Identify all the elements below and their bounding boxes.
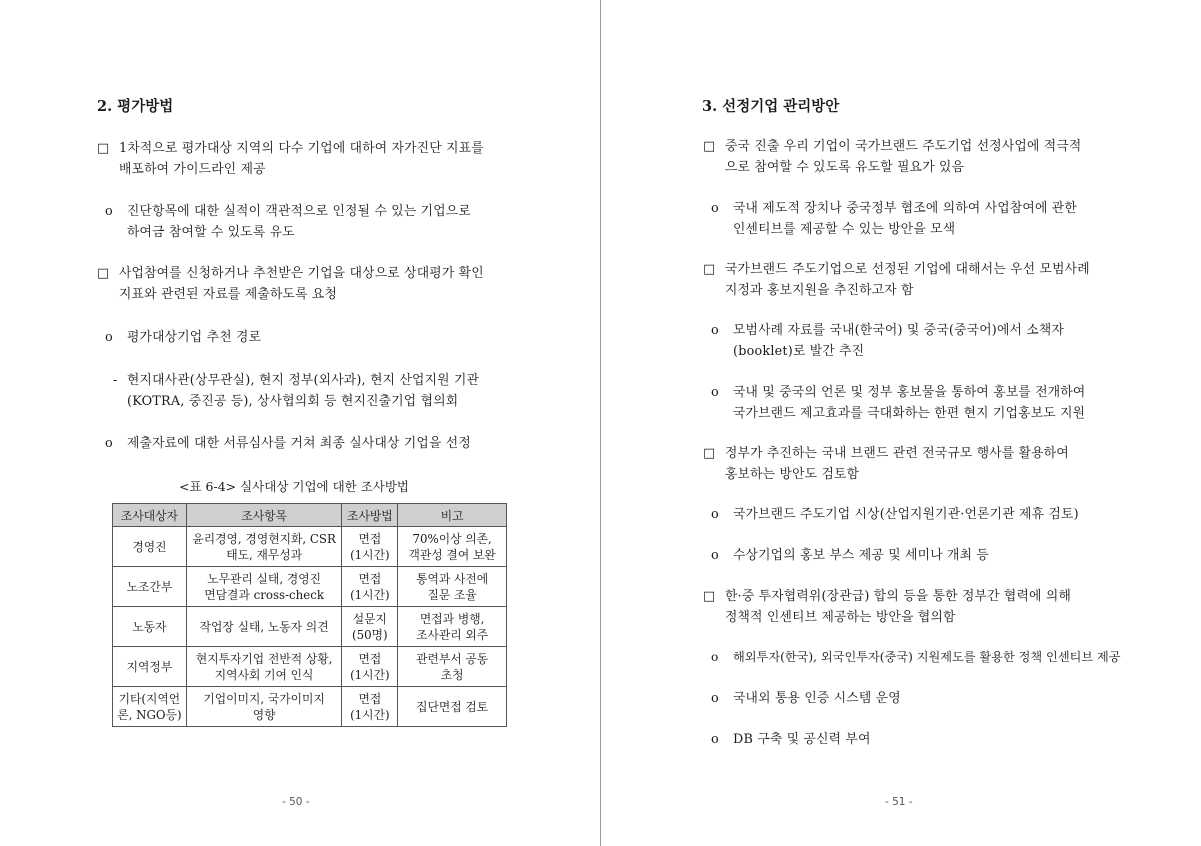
table-cell-target: 지역정부 — [113, 647, 187, 687]
box-bullet: □ — [97, 141, 110, 156]
table-header-cell: 조사항목 — [186, 504, 342, 527]
table-cell-method: 면접 (1시간) — [342, 687, 398, 727]
table-row — [113, 687, 507, 727]
table-cell-items: 기업이미지, 국가이미지 영향 — [186, 687, 342, 727]
left-page — [0, 0, 600, 846]
right-paragraph-11: ο 국내외 통용 인증 시스템 운영 — [711, 688, 901, 709]
box-bullet: □ — [703, 446, 716, 461]
circle-bullet: ο — [105, 204, 113, 219]
right-paragraph-4: ο 모범사례 자료를 국내(한국어) 및 중국(중국어)에서 소책자 (booklet)로 발간 추진 — [711, 320, 1064, 362]
table-header-cell: 비고 — [398, 504, 507, 527]
right-paragraph-12: ο DB 구축 및 공신력 부여 — [711, 729, 871, 750]
table-cell-method: 면접 (1시간) — [342, 567, 398, 607]
table-cell-method: 설문지 (50명) — [342, 607, 398, 647]
left-paragraph-1: □ 1차적으로 평가대상 지역의 다수 기업에 대하여 자가진단 지표를 배포하여 가이드라인 제공 — [97, 138, 484, 180]
table-cell-note: 통역과 사전에 질문 조율 — [398, 567, 507, 607]
dash-bullet: - — [113, 373, 118, 388]
table-row — [113, 647, 507, 687]
right-paragraph-5: ο 국내 및 중국의 언론 및 정부 홍보물을 통하여 홍보를 전개하여 국가브랜드 제고효과를 극대화하는 한편 현지 기업홍보도 지원 — [711, 382, 1085, 424]
circle-bullet: ο — [711, 650, 719, 664]
left-paragraph-4: ο 평가대상기업 추천 경로 — [105, 327, 261, 348]
table-cell-note: 70%이상 의존, 객관성 결여 보완 — [398, 527, 507, 567]
table-caption: <표 6-4> 실사대상 기업에 대한 조사방법 — [179, 479, 409, 494]
section-heading-management-plan: 3. 선정기업 관리방안 — [702, 98, 840, 115]
table-cell-target: 기타(지역언 론, NGO등) — [113, 687, 187, 727]
survey-method-table — [112, 503, 507, 727]
table-cell-target: 노동자 — [113, 607, 187, 647]
right-page — [601, 0, 1201, 846]
circle-bullet: ο — [711, 201, 719, 216]
right-paragraph-1: □ 중국 진출 우리 기업이 국가브랜드 주도기업 선정사업에 적극적 으로 참여할 수 있도록 유도할 필요가 있음 — [703, 136, 1081, 178]
table-cell-target: 노조간부 — [113, 567, 187, 607]
circle-bullet: ο — [711, 548, 719, 563]
table-cell-note: 관련부서 공동 초청 — [398, 647, 507, 687]
right-paragraph-6: □ 정부가 추진하는 국내 브랜드 관련 전국규모 행사를 활용하여 홍보하는 방안도 검토함 — [703, 443, 1069, 485]
table-cell-target: 경영진 — [113, 527, 187, 567]
table-cell-items: 작업장 실태, 노동자 의견 — [186, 607, 342, 647]
circle-bullet: ο — [711, 385, 719, 400]
table-header-cell: 조사방법 — [342, 504, 398, 527]
left-paragraph-5: - 현지대사관(상무관실), 현지 정부(외사과), 현지 산업지원 기관 (KOTRA, 중진공 등), 상사협의회 등 현지진출기업 협의회 — [113, 370, 479, 412]
table-cell-note: 집단면접 검토 — [398, 687, 507, 727]
table-row — [113, 607, 507, 647]
circle-bullet: ο — [711, 323, 719, 338]
table-cell-items: 윤리경영, 경영현지화, CSR 태도, 재무성과 — [186, 527, 342, 567]
circle-bullet: ο — [711, 507, 719, 522]
table-cell-note: 면접과 병행, 조사관리 외주 — [398, 607, 507, 647]
circle-bullet: ο — [711, 732, 719, 747]
table-header-cell: 조사대상자 — [113, 504, 187, 527]
page-number: - 50 - — [282, 796, 310, 808]
box-bullet: □ — [703, 262, 716, 277]
box-bullet: □ — [703, 589, 716, 604]
table-header-row — [113, 504, 507, 527]
table-row — [113, 527, 507, 567]
circle-bullet: ο — [105, 330, 113, 345]
left-paragraph-6: ο 제출자료에 대한 서류심사를 거쳐 최종 실사대상 기업을 선정 — [105, 433, 471, 454]
table-row — [113, 567, 507, 607]
circle-bullet: ο — [711, 691, 719, 706]
box-bullet: □ — [97, 266, 110, 281]
table-cell-method: 면접 (1시간) — [342, 647, 398, 687]
circle-bullet: ο — [105, 436, 113, 451]
table-cell-method: 면접 (1시간) — [342, 527, 398, 567]
table-cell-items: 현지투자기업 전반적 상황, 지역사회 기여 인식 — [186, 647, 342, 687]
section-heading-evaluation-method: 2. 평가방법 — [97, 98, 174, 115]
right-paragraph-8: ο 수상기업의 홍보 부스 제공 및 세미나 개최 등 — [711, 545, 989, 566]
right-paragraph-2: ο 국내 제도적 장치나 중국정부 협조에 의하여 사업참여에 관한 인센티브를 제공할 수 있는 방안을 모색 — [711, 198, 1077, 240]
left-paragraph-2: ο 진단항목에 대한 실적이 객관적으로 인정될 수 있는 기업으로 하여금 참여할 수 있도록 유도 — [105, 201, 471, 243]
right-paragraph-3: □ 국가브랜드 주도기업으로 선정된 기업에 대해서는 우선 모범사례 지정과 홍보지원을 추진하고자 함 — [703, 259, 1090, 301]
table-cell-items: 노무관리 실태, 경영진 면담결과 cross-check — [186, 567, 342, 607]
right-paragraph-10: ο 해외투자(한국), 외국인투자(중국) 지원제도를 활용한 정책 인센티브 제공 — [711, 647, 1121, 668]
right-paragraph-9: □ 한·중 투자협력위(장관급) 합의 등을 통한 정부간 협력에 의해 정책적 인센티브 제공하는 방안을 협의함 — [703, 586, 1071, 628]
right-paragraph-7: ο 국가브랜드 주도기업 시상(산업지원기관·언론기관 제휴 검토) — [711, 504, 1079, 525]
left-paragraph-3: □ 사업참여를 신청하거나 추천받은 기업을 대상으로 상대평가 확인 지표와 관련된 자료를 제출하도록 요청 — [97, 263, 484, 305]
box-bullet: □ — [703, 139, 716, 154]
page-number: - 51 - — [885, 796, 913, 808]
